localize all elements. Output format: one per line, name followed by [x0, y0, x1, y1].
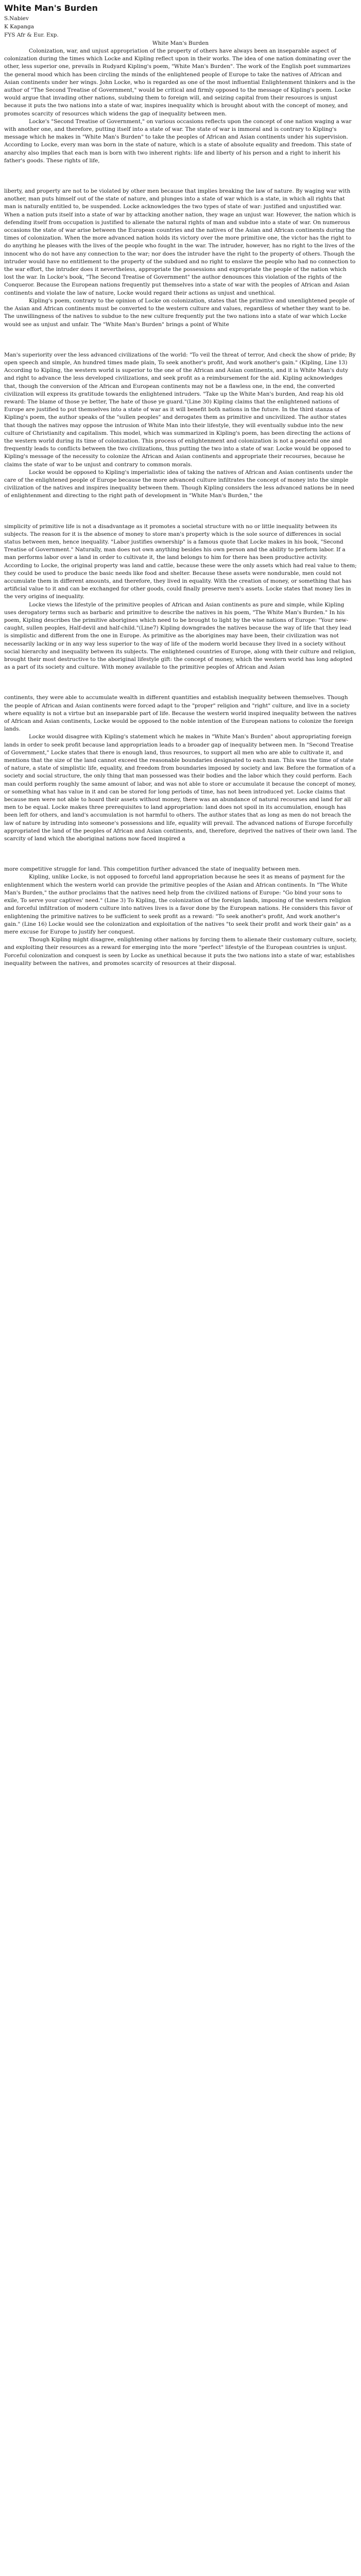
- essay-body: [4, 47, 357, 968]
- paragraph: simplicity of primitive life is not a disadvantage as it promotes a societal structure with no or little inequality between its subjects. The reason for it is the absence of money to store man's property which is the sole source of differences in social status between men, hence inequality. "Labor justifies ownership" is a famous quote that Locke makes in his book, "Second Treatise of Government." Naturally, man does not own anything besides his own person and the ability to perform labor. If a man performs labor over a land in order to cultivate it, the land belongs to him for there has been productive activity. According to Locke, the original property was land and cattle, because these were the only assets which had real value to them; they could be used to produce the basic needs like food and shelter. Because these assets were nondurable, men could not accumulate them in different amounts, and therefore, they lived in equality. With the creation of money, or something that has artificial value to it and can be exchanged for other goods, could finally preserve men's assets. Locke states that money lies in the very origins of inequality.: [4, 523, 357, 600]
- paragraph: more competitive struggle for land. This competition further advanced the state of inequality between men.: [4, 866, 301, 873]
- page-break-gap: [4, 329, 357, 351]
- paragraph: Though Kipling might disagree, enlightening other nations by forcing them to alienate their customary culture, society, and exploiting their resources as a reward for emerging into the more "perfect" lifestyle of the European countries is unjust. Forceful colonization and conquest is seen by Locke as unethical because it puts the two nations into a state of war, establishes inequality between the natives, and promotes scarcity of resources at their disposal.: [4, 937, 357, 967]
- document-title: White Man's Burden: [4, 3, 98, 13]
- page-break-gap: [4, 843, 357, 866]
- paragraph: liberty, and property are not to be violated by other men because that implies breaking the law of nature. By waging war with another, man puts himself out of the state of nature, and plunges into a state of war which is a state, in which all rights that man is naturally entitled to, be suspended. Locke acknowledges the two types of state of war: justified and unjustified war. When a nation puts itself into a state of war by attacking another nation, they wage an unjust war. However, the nation which is defending itself from occupation is justified to alienate the natural rights of man and subdue into a state of war. On numerous occasions the state of war arise between the European countries and the natives of the Asian and African continents during the times of colonization. When the more advanced nation holds its victory over the more primitive one, the victor has the right to do anything he pleases with the lives of the people who fought in the war. The intruder, however, has no right to the lives of the innocent who do not have any connection to the war; nor does the intruder have the right to the property of others. Though the intruder would have no entitlement to the property of the subdued and no right to enslave the people who had no connection to the war effort, the intruder does it nevertheless, appropriate the possessions and expropriate the people of the nation which lost the war. In Locke's book, "The Second Treatise of Government" the author denounces this violation of the rights of the Conqueror. Because the European nations frequently put themselves into a state of war with the peoples of African and Asian continents and violate the law of nature, Locke would regard their actions as unjust and unethical.: [4, 188, 356, 296]
- essay-heading: White Man's Burden: [152, 40, 209, 46]
- paragraph: Locke's "Second Treatise of Government," on various occasions reflects upon the concept of one nation waging a war with another one, and therefore, putting itself into a state of war. The state of war is immoral and is contrary to Kipling's message which he makes in "White Man's Burden" to take the peoples of African and Asian continents under his supervision. According to Locke, every man was born in the state of nature, which is a state of absolute equality and freedom. This state of anarchy also implies that each man is born with two inherent rights: life and liberty of his person and a right to inherit his father's goods. These rights of life,: [4, 118, 352, 164]
- page-break-gap: [4, 500, 357, 523]
- instructor-line: K Kapanga: [4, 24, 35, 30]
- paragraph: Locke would be opposed to Kipling's imperialistic idea of taking the natives of African and Asian continents under the care of the enlightened people of Europe because the more advanced culture infiltrates the concept of money into the simple civilization of the natives and inspires inequality between them. Though Kipling considers the less advanced nations be in need of enlightenment and directing to the right path of development in "White Man's Burden," the: [4, 469, 354, 499]
- paragraph: Locke views the lifestyle of the primitive peoples of African and Asian continents as pure and simple, while Kipling uses derogatory terms such as barbaric and primitive to describe the natives in his poem, "The White Man's Burden." In his poem, Kipling describes the primitive aborigines which need to be brought to light by the wise nations of Europe: "Your new-caught, sullen peoples, Half-devil and half-child."(Line7) Kipling downgrades the natives because the way of life that they lead is simplistic and different from the one in Europe. As primitive as the aborigines may have been, their civilization was not necessarily lacking or in any way less superior to the way of life of the modern world because they lived in a society without social hierarchy and inequality between its subjects. The enlightened countries of Europe, along with their culture and religion, brought their most destructive to the aboriginal lifestyle gift: the concept of money, which the western world has long adopted as a part of its society and culture. With money available to the primitive peoples of African and Asian: [4, 601, 356, 671]
- page-break-gap: [4, 165, 357, 188]
- author-line: S.Nabiev: [4, 15, 29, 22]
- document-page: [0, 0, 361, 968]
- paragraph: continents, they were able to accumulate wealth in different quantities and establish inequality between themselves. Though the people of African and Asian continents were forced adapt to the "proper" religion and "right" culture, and live in a society where equality is not a virtue but an inseparable part of life. Because the western world inspired inequality between the natives of African and Asian continents, Locke would be opposed to the noble intention of the European nations to colonize the foreign lands.: [4, 694, 357, 733]
- paragraph: Kipling's poem, contrary to the opinion of Locke on colonization, states that the primitive and unenlightened people of the Asian and African continents must be converted to the western culture and values, regardless of whether they want to be. The unwillingness of the natives to subdue to the new culture frequently put the two nations into a state of war which Locke would see as unjust and unfair. The "White Man's Burden" brings a point of White: [4, 297, 355, 328]
- page-break-gap: [4, 671, 357, 694]
- paragraph: Locke would disagree with Kipling's statement which he makes in "White Man's Burden" about appropriating foreign lands in order to seek profit because land appropriation leads to a broader gap of inequality between men. In "Second Treatise of Government," Locke states that there is enough land, thus resources, to support all men who are able to cultivate it, and mentions that the size of the land cannot exceed the reasonable boundaries designated to each man. This was the time of state of nature, a state of simplistic life, equality, and freedom from boundaries imposed by society and law. Before the formation of a society and social structure, the only thing that man possessed was their bodies and the labor which they could perform. Each man could perform roughly the same amount of labor, and was not able to store or accumulate it because the concept of money, or something what has value in it and can be stored for long periods of time, has not been introduced yet. Locke claims that because men were not able to hoard their assets without money, there was an abundance of natural recourses and land for all men to be equal. Locke makes three prerequisites to land appropriation: land does not spoil in its accumulation, enough has been left for others, and land's accumulation is not harmful to others. The author states that as long as men do not breach the law of nature by intruding into someone's possessions and life, equality will prevail. The advanced nations of Europe forcefully appropriated the land of the peoples of African and Asian continents, and, therefore, deprived the natives of their own land. The scarcity of land which the aboriginal nations now faced inspired a: [4, 734, 357, 842]
- paragraph: Man's superiority over the less advanced civilizations of the world: "To veil the threat of terror, And check the show of pride; By open speech and simple, An hundred times made plain, To seek another's profit, And work another's gain." (Kipling, Line 13) According to Kipling, the western world is superior to the one of the African and Asian continents, and it is White Man's duty and right to advance the less developed civilizations, and seek profit as a reimbursement for the aid. Kipling acknowledges that, though the conversion of the African and European continents may not be a flawless one, in the end, the converted civilization will express its gratitude towards the enlightened intruders. "Take up the White Man's burden, And reap his old reward: The blame of those ye better, The hate of those ye guard."(Line 30) Kipling claims that the enlightened nations of Europe are justified to put themselves into a state of war as it will benefit both nations in the future. In the third stanza of Kipling's poem, the author speaks of the "sullen peoples" and derogates them as primitive and uncivilized. The author states that though the natives may oppose the intrusion of White Man into their lifestyle, they will eventually subdue into the new culture of Christianity and capitalism. This model, which was summarized in Kipling's poem, has been directing the actions of the western world during its time of colonization. This process of enlightenment and colonization is not a peaceful one and frequently leads to conflicts between the two civilizations, thus putting the two into a state of war. Locke would be opposed to Kipling's message of the necessity to colonize the African and Asian continents and appropriate their recourses, because he claims the state of war to be unjust and contrary to common morals.: [4, 351, 356, 468]
- paragraph: Kipling, unlike Locke, is not opposed to forceful land appropriation because he sees it as means of payment for the enlightenment which the western world can provide the primitive peoples of the Asian and African continents. In "The White Man's Burden," the author proclaims that the natives need help from the civilized nations of Europe: "Go bind your sons to exile, To serve your captives' need." (Line 3) To Kipling, the colonization of the foreign lands, imposing of the western religion and forceful infiltration of modern culture into natives lives is a favor done by the European nations. He considers this favor of enlightening the primitive natives to be sufficient to seek profit as a reward: "To seek another's profit, And work another's gain." (Line 16) Locke would see the colonization and exploitation of the natives "to seek their profit and work their gain" as a mere excuse for Europe to justify her conquest.: [4, 874, 353, 935]
- course-line: FYS Afr & Eur. Exp.: [4, 32, 59, 38]
- paragraph: Colonization, war, and unjust appropriation of the property of others have always been an inseparable aspect of colonization during the times which Locke and Kipling reflect upon in their works. The idea of one nation dominating over the other, less superior one, prevails in Rudyard Kipling's poem, "White Man's Burden". The work of the English poet summarizes the general mood which has been circling the minds of the enlightened people of Europe to take the natives of African and Asian continents under her wings. John Locke, who is regarded as one of the most influential Enlightenment thinkers and is the author of "The Second Treatise of Government," would be critical and firmly opposed to the message of Kipling's poem. Locke would argue that invading other nations, subduing them to foreign will, and seizing capital from their resources is unjust because it puts the two nations into a state of war, inspires inequality which is brought about with the concept of money, and promotes scarcity of resources which widens the gap of inequality between men.: [4, 48, 355, 117]
